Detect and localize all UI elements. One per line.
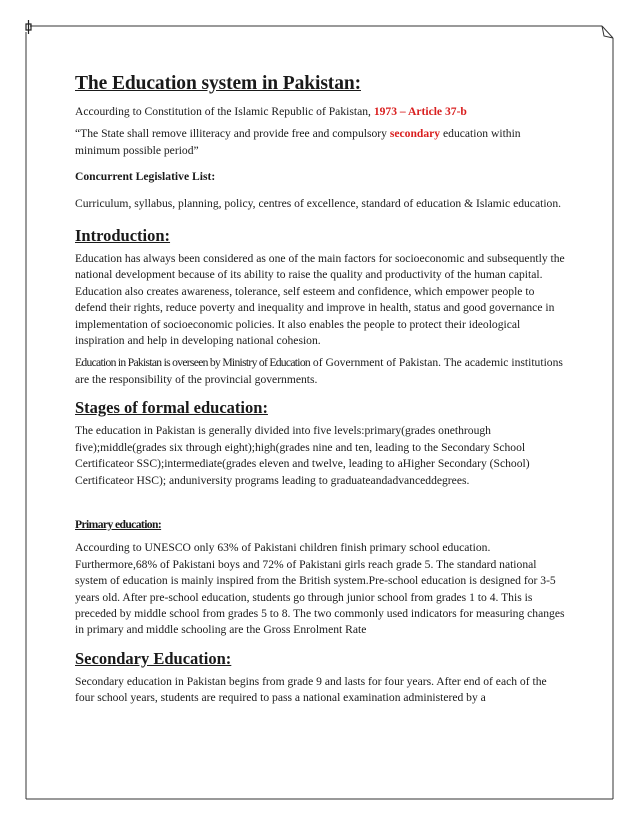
quote-highlight: secondary (389, 127, 441, 141)
document-title: The Education system in Pakistan: (75, 73, 361, 94)
article-reference: 1973 – Article 37-b (373, 105, 467, 118)
introduction-heading: Introduction: (75, 226, 171, 246)
quote-after: education within minimum possible period” (75, 127, 521, 157)
quote-before: “The State shall remove illiteracy and provide free and compulsory (75, 127, 390, 141)
secondary-education-paragraph: Secondary education in Pakistan begins from grade 9 and lasts for four years. After end of each of the four school years, students are required to pass a national examination administered by a (75, 674, 547, 705)
ministry-condensed-text: Education in Pakistan is overseen by Ministry of Education (75, 356, 311, 370)
introduction-paragraph: Education has always been considered as one of the main factors for socioeconomic and subsequently the national development because of its ability to raise the quality and productivity of the human capital. Education also creates awareness, tolerance, self esteem and confidence, which empower people to defend their rights, reduce poverty and inequality and improve in health, status and good governance in implementation of socioeconomic policies. It also enables the people to protect their ideological inspiration and help in developing national cohesion. (75, 252, 565, 348)
constitution-prefix: Accourding to Constitution of the Islamic Republic of Pakistan, (75, 105, 374, 118)
document-body (75, 72, 567, 707)
primary-education-paragraph: Accourding to UNESCO only 63% of Pakistani children finish primary school education. Furthermore,68% of Pakistani boys and 72% of Pakistani girls reach grade 5. The standard national system of education is mainly inspired from the British system.Pre-school education is designed for 3-5 years old. After pre-school education, students go through junior school from grades 1 to 4. This is preceded by middle school from grades 5 to 8. The two commonly used indicators for measuring changes in primary and middle schooling are the Gross Enrolment Rate (75, 541, 565, 637)
ministry-rest-text: of Government of Pakistan. The academic institutions are the responsibility of the provincial governments. (75, 356, 563, 386)
corner-ornament-icon (26, 20, 31, 34)
concurrent-list-text: Curriculum, syllabus, planning, policy, centres of excellence, standard of education & Islamic education. (75, 196, 562, 210)
constitution-line (75, 104, 567, 120)
introduction-paragraph-ministry (75, 355, 567, 388)
constitution-quote (75, 126, 567, 159)
secondary-education-heading: Secondary Education: (75, 648, 232, 668)
primary-education-heading: Primary education: (75, 517, 162, 531)
stages-paragraph: The education in Pakistan is generally divided into five levels:primary(grades onethrough five);middle(grades six through eight);high(grades nine and ten, leading to the Secondary School Certificateor SSC);intermediate(grades eleven and twelve, leading to aHigher Secondary (School) Certificateor HSC); anduniversity programs leading to graduateandadvanceddegrees. (75, 424, 530, 487)
stages-heading: Stages of formal education: (75, 398, 268, 418)
concurrent-list-heading: Concurrent Legislative List: (75, 170, 216, 184)
